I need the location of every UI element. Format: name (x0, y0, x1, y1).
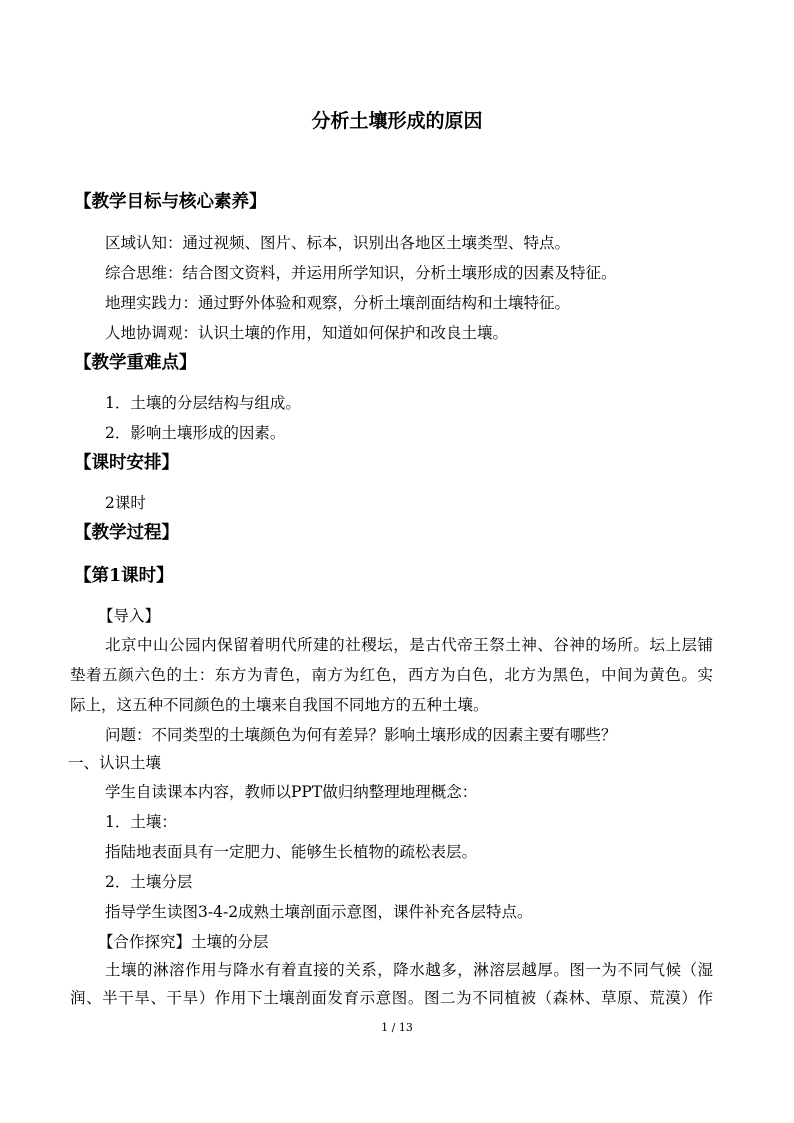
intro-label: 【导入】 (98, 607, 161, 625)
goal-item: 地理实践力：通过野外体验和观察，分析土壤剖面结构和土壤特征。 (105, 294, 571, 312)
goal-item: 综合思维：结合图文资料，并运用所学知识，分析土壤形成的因素及特征。 (105, 264, 617, 282)
question-text: 问题：不同类型的土壤颜色为何有差异？影响土壤形成的因素主要有哪些？ (105, 726, 617, 744)
page-number: 1 / 13 (381, 1021, 413, 1034)
coop-heading (98, 932, 269, 952)
coop-line: 润、半干旱、干旱）作用下土壤剖面发育示意图。图二为不同植被（森林、草原、荒漠）作 (70, 989, 713, 1007)
part1-line: 2．土壤分层 (105, 873, 193, 891)
part1-line: 指陆地表面具有一定肥力、能够生长植物的疏松表层。 (105, 843, 478, 861)
heading-lesson-1: 【第1课时】 (74, 566, 174, 586)
heading-process: 【教学过程】 (74, 523, 179, 543)
intro-line: 北京中山公园内保留着明代所建的社稷坛，是古代帝王祭土神、谷神的场所。坛上层铺 (105, 636, 713, 654)
heading-goals: 【教学目标与核心素养】 (74, 192, 267, 212)
document-title: 分析土壤形成的原因 (311, 110, 483, 132)
part1-line: 学生自读课本内容，教师以PPT做归纳整理地理概念： (105, 783, 478, 801)
heading-schedule: 【课时安排】 (74, 453, 179, 473)
coop-topic: 土壤的分层 (191, 933, 269, 951)
heading-key-points: 【教学重难点】 (74, 353, 197, 373)
goal-item: 区域认知：通过视频、图片、标本，识别出各地区土壤类型、特点。 (105, 234, 571, 252)
intro-line: 垫着五颜六色的土：东方为青色，南方为红色，西方为白色，北方为黑色，中间为黄色。实 (70, 666, 713, 684)
key-point: 2．影响土壤形成的因素。 (105, 424, 286, 442)
schedule-text: 2课时 (105, 494, 146, 512)
part1-line: 1．土壤： (105, 813, 177, 831)
part1-heading: 一、认识土壤 (68, 754, 162, 772)
intro-line: 际上，这五种不同颜色的土壤来自我国不同地方的五种土壤。 (70, 696, 489, 714)
coop-label: 【合作探究】 (98, 933, 192, 951)
key-point: 1．土壤的分层结构与组成。 (105, 394, 301, 412)
coop-line: 土壤的淋溶作用与降水有着直接的关系，降水越多，淋溶层越厚。图一为不同气候（湿 (105, 961, 713, 979)
goal-item: 人地协调观：认识土壤的作用，知道如何保护和改良土壤。 (105, 324, 509, 342)
part1-line: 指导学生读图3-4-2成熟土壤剖面示意图，课件补充各层特点。 (105, 903, 533, 921)
